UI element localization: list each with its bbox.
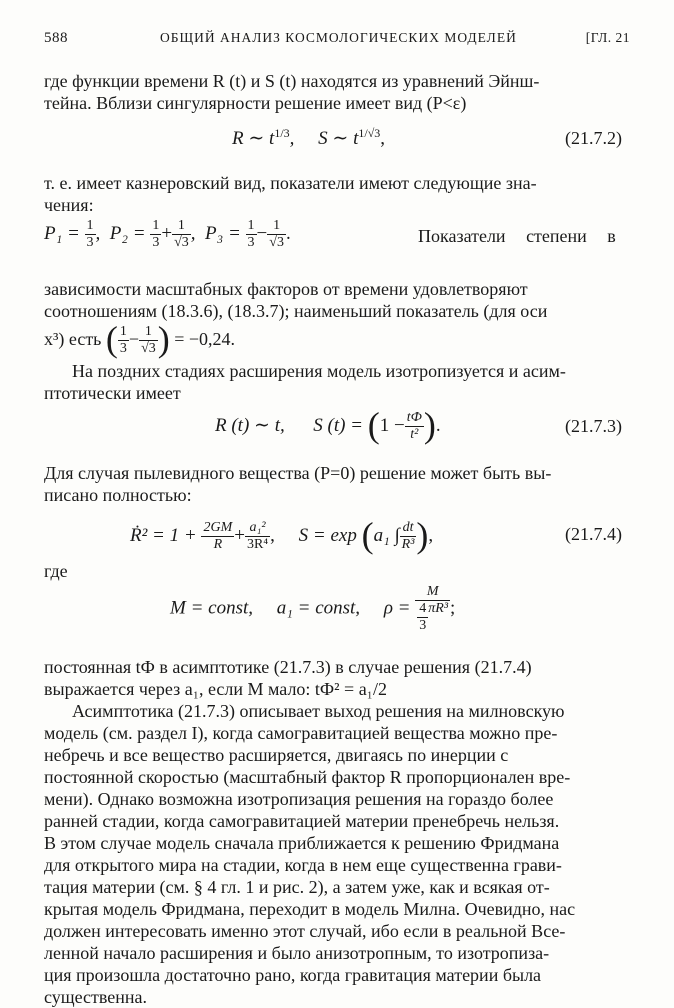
paragraph-4 <box>44 360 630 404</box>
equation-21-7-3: R (t) ∼ t, S (t) = (1 − $\frac{tФ}{\text{t²}}$ ). <box>215 405 441 445</box>
exponent-values: P₁ = $\frac{1}{3}$ , P₂ = $\frac{1}{3}$ + $\frac{1}{√3}$ , P₃ = $\frac{1}{3}$ − $\frac{1}{√3}$ . Показатели степени в <box>44 218 616 250</box>
inline-text: Показатели степени в <box>418 226 616 246</box>
text-line: ранней стадии, когда самогравитацией материи пренебречь нельзя. <box>44 811 560 831</box>
equation-number: (21.7.3) <box>565 416 622 436</box>
text-line: т. е. имеет казнеровский вид, показатели имеют следующие зна- <box>44 173 537 193</box>
text-line: В этом случае модель сначала приближается к решению Фридмана <box>44 833 560 853</box>
page-number: 588 <box>44 30 68 46</box>
paragraph-5 <box>44 462 630 506</box>
paragraph-1 <box>44 70 630 114</box>
paragraph-7 <box>44 700 630 1008</box>
running-title: ОБЩИЙ АНАЛИЗ КОСМОЛОГИЧЕСКИХ МОДЕЛЕЙ <box>160 30 517 45</box>
paragraph-6 <box>44 656 630 700</box>
equation-21-7-4: Ṙ² = 1 + $\frac{2GM}{R}$ + $\frac{\text{a₁²}}{\text{3R⁴}}$ , S = exp (a₁ ∫ $\frac{dt}{\text{R³}}$ ), <box>130 515 434 555</box>
text-line: чения: <box>44 195 94 215</box>
equation-number: (21.7.4) <box>565 524 622 544</box>
text-line: для открытого мира на стадии, когда в нем еще существенна грави- <box>44 855 562 875</box>
text-line: Асимптотика (21.7.3) описывает выход решения на милновскую <box>72 701 565 721</box>
text-line: должен интересовать именно этот случай, ибо если в реальной Все- <box>44 921 566 941</box>
text-line: птотически имеет <box>44 383 181 403</box>
text-line: x³) есть ( $\frac{1}{3}$ − $\frac{1}{√3}$ ) = −0,24. <box>44 319 236 359</box>
text-line: модель (см. раздел I), когда самогравитацией вещества можно пре- <box>44 723 558 743</box>
text-line: зависимости масштабных факторов от времени удовлетворяют <box>44 279 528 299</box>
text-line: небречь и все вещество расширяется, двигаясь по инерции с <box>44 745 509 765</box>
text-line: мени). Однако возможна изотропизация решения на гораздо более <box>44 789 554 809</box>
paragraph-2 <box>44 172 630 216</box>
text-line: существенна. <box>44 987 148 1007</box>
text-line: постоянная tФ в асимптотике (21.7.3) в случае решения (21.7.4) <box>44 657 532 677</box>
text-line: ция произошла достаточно рано, когда гравитация материи была <box>44 965 542 985</box>
text-line: Для случая пылевидного вещества (P=0) решение может быть вы- <box>44 463 552 483</box>
equation-number: (21.7.2) <box>565 128 622 148</box>
paragraph-3 <box>44 278 630 359</box>
text-line: тейна. Вблизи сингулярности решение имеет вид (P<ε) <box>44 93 467 113</box>
equation-definitions: M = const, a₁ = const, ρ = M $\frac{4}{3}$ πR³ ; <box>170 584 456 633</box>
chapter-marker: [ГЛ. 21 <box>585 30 630 45</box>
text-line: писано полностью: <box>44 485 192 505</box>
where-line: где <box>44 561 68 581</box>
equation-21-7-2: R ∼ $t^{1/3}$, S ∼ $t^{1/√3}$, <box>232 126 386 149</box>
text-line: ленной начало расширения и было анизотропным, то изотропиза- <box>44 943 550 963</box>
text-line: соотношениям (18.3.6), (18.3.7); наименьший показатель (для оси <box>44 301 548 321</box>
text-line: где функции времени R (t) и S (t) находятся из уравнений Эйнш- <box>44 71 540 91</box>
text-line: крытая модель Фридмана, переходит в модель Милна. Очевидно, нас <box>44 899 576 919</box>
text-line: тация материи (см. § 4 гл. 1 и рис. 2), а затем уже, как и всякая от- <box>44 877 550 897</box>
text-line: На поздних стадиях расширения модель изотропизуется и асим- <box>72 361 566 381</box>
text-line: постоянной скоростью (масштабный фактор R пропорционален вре- <box>44 767 571 787</box>
text-line: выражается через a₁, если M мало: tФ² = a₁/2 <box>44 679 387 699</box>
